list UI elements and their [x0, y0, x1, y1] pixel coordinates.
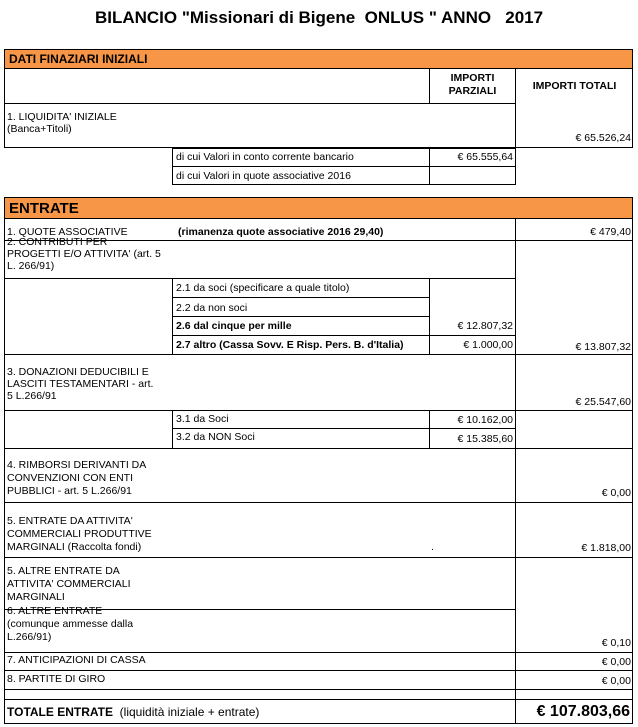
- sub-bank-value: € 65.555,64: [457, 151, 513, 163]
- row3-sub2-value: € 15.385,60: [457, 433, 513, 445]
- row1-label: 1. QUOTE ASSOCIATIVE: [7, 226, 128, 238]
- row2-sub3-label: 2.6 dal cinque per mille: [176, 320, 292, 332]
- initial-header-text: DATI FINAZIARI INIZIALI: [9, 52, 148, 66]
- row1-note: (rimanenza quote associative 2016 29,40): [178, 226, 384, 238]
- row3-sub2-label: 3.2 da NON Soci: [176, 431, 255, 443]
- row7-label: 7. ANTICIPAZIONI DI CASSA: [7, 654, 146, 666]
- initial-section-header: [4, 49, 633, 69]
- row3-total: € 25.547,60: [575, 396, 631, 408]
- row2-sub4-value: € 1.000,00: [463, 339, 513, 351]
- entrate-header-text: ENTRATE: [9, 200, 79, 217]
- row5-dot: .: [431, 541, 434, 553]
- sub-bank-label: di cui Valori in conto corrente bancario: [176, 151, 354, 163]
- sub-quote-label: di cui Valori in quote associative 2016: [176, 170, 351, 182]
- row2-total: € 13.807,32: [575, 341, 631, 353]
- row8-label: 8. PARTITE DI GIRO: [7, 673, 106, 685]
- row6-total: € 0,10: [601, 637, 631, 649]
- row6-label: 6. ALTRE ENTRATE (comunque ammesse dalla L.266/91): [7, 605, 134, 643]
- row5-total: € 1.818,00: [581, 542, 631, 554]
- liquidity-label: 1. LIQUIDITA' INIZIALE (Banca+Titoli): [7, 111, 117, 135]
- total-entrate-value: € 107.803,66: [536, 703, 630, 720]
- row1-total: € 479,40: [590, 226, 631, 238]
- row8-total: € 0,00: [601, 675, 631, 687]
- row2-sub1-label: 2.1 da soci (specificare a quale titolo): [176, 282, 350, 294]
- row3-sub1-value: € 10.162,00: [457, 414, 513, 426]
- col-partial-heading: IMPORTI PARZIALI: [448, 72, 497, 97]
- row4-total: € 0,00: [601, 487, 631, 499]
- row4-label: 4. RIMBORSI DERIVANTI DA CONVENZIONI CON ENTI PUBBLICI - art. 5 L.266/91: [7, 459, 147, 497]
- row5-label: 5. ENTRATE DA ATTIVITA' COMMERCIALI PRODUTTIVE MARGINALI (Raccolta fondi): [7, 515, 152, 553]
- entrate-section-header: [4, 197, 633, 219]
- row3-sub1-label: 3.1 da Soci: [176, 413, 229, 425]
- row2-sub3-value: € 12.807,32: [457, 320, 513, 332]
- row2-sub2-label: 2.2 da non soci: [176, 302, 248, 314]
- page-title: BILANCIO "Missionari di Bigene ONLUS " ANNO 2017: [94, 8, 544, 27]
- row2-sub4-label: 2.7 altro (Cassa Sovv. E Risp. Pers. B. d'Italia): [176, 339, 404, 351]
- total-entrate-label: TOTALE ENTRATE (liquidità iniziale + entrate): [7, 705, 260, 719]
- row3-label: 3. DONAZIONI DEDUCIBILI E LASCITI TESTAMENTARI - art. 5 L.266/91: [7, 366, 154, 402]
- col-total-heading: IMPORTI TOTALI: [532, 80, 617, 92]
- liquidity-total: € 65.526,24: [575, 132, 631, 144]
- row5b-label: 5. ALTRE ENTRATE DA ATTIVITA' COMMERCIALI MARGINALI: [7, 565, 131, 603]
- row7-total: € 0,00: [601, 656, 631, 668]
- row2-label: 2. CONTRIBUTI PER PROGETTI E/O ATTIVITA' (art. 5 L. 266/91): [7, 236, 161, 272]
